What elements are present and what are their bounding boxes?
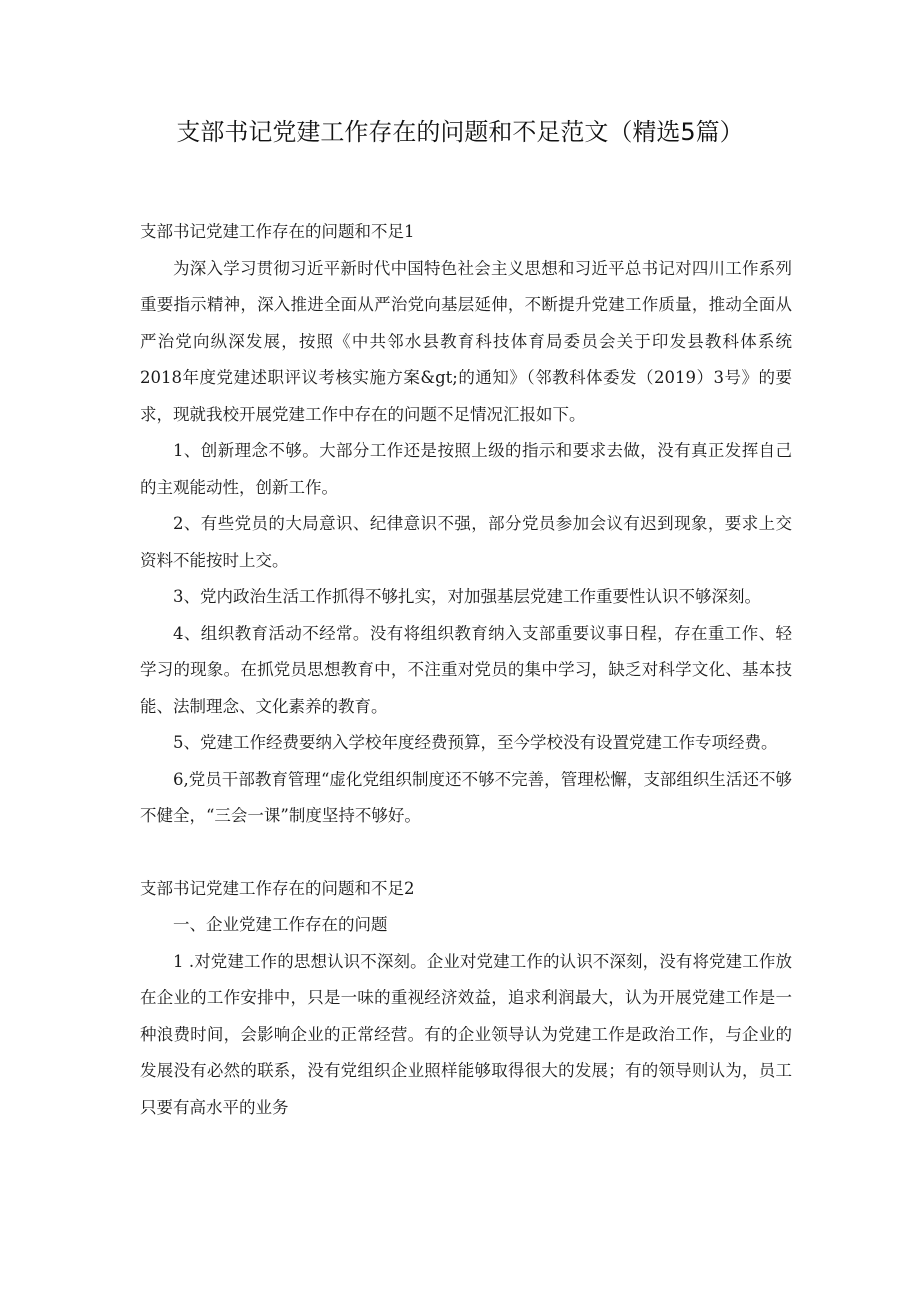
paragraph: 2、有些党员的大局意识、纪律意识不强，部分党员参加会议有迟到现象，要求上交资料不能按时上交。 <box>140 514 792 570</box>
document-title: 支部书记党建工作存在的问题和不足范文（精选5篇） <box>176 118 744 146</box>
paragraph: 4、组织教育活动不经常。没有将组织教育纳入支部重要议事日程，存在重工作、轻学习的现象。在抓党员思想教育中，不注重对党员的集中学习，缺乏对科学文化、基本技能、法制理念、文化素养的教育。 <box>140 623 792 716</box>
section-spacer <box>140 835 792 871</box>
section-heading: 支部书记党建工作存在的问题和不足2 <box>140 878 415 898</box>
paragraph: 为深入学习贯彻习近平新时代中国特色社会主义思想和习近平总书记对四川工作系列重要指示精神，深入推进全面从严治党向基层延伸，不断提升党建工作质量，推动全面从严治党向纵深发展，按照《中共邻水县教育科技体育局委员会关于印发县教科体系统2018年度党建述职评议考核实施方案&gt;的通知》（邻教科体委发（2019）3号》的要求，现就我校开展党建工作中存在的问题不足情况汇报如下。 <box>140 258 792 424</box>
paragraph: 1、创新理念不够。大部分工作还是按照上级的指示和要求去做，没有真正发挥自己的主观能动性，创新工作。 <box>140 441 792 497</box>
document-body <box>140 214 792 1126</box>
paragraph: 一、企业党建工作存在的问题 <box>173 915 388 934</box>
paragraph: 5、党建工作经费要纳入学校年度经费预算，至今学校没有设置党建工作专项经费。 <box>173 733 778 752</box>
section-heading: 支部书记党建工作存在的问题和不足1 <box>140 222 415 241</box>
paragraph: 1 .对党建工作的思想认识不深刻。企业对党建工作的认识不深刻，没有将党建工作放在企业的工作安排中，只是一味的重视经济效益，追求利润最大，认为开展党建工作是一种浪费时间，会影响企业的正常经营。有的企业领导认为党建工作是政治工作，与企业的发展没有必然的联系，没有党组织企业照样能够取得很大的发展；有的领导则认为，员工只要有高水平的业务 <box>140 951 792 1117</box>
paragraph: 6,党员干部教育管理“虚化党组织制度还不够不完善，管理松懈，支部组织生活还不够不健全，“三会一课”制度坚持不够好。 <box>140 769 792 825</box>
paragraph: 3、党内政治生活工作抓得不够扎实，对加强基层党建工作重要性认识不够深刻。 <box>173 587 761 606</box>
